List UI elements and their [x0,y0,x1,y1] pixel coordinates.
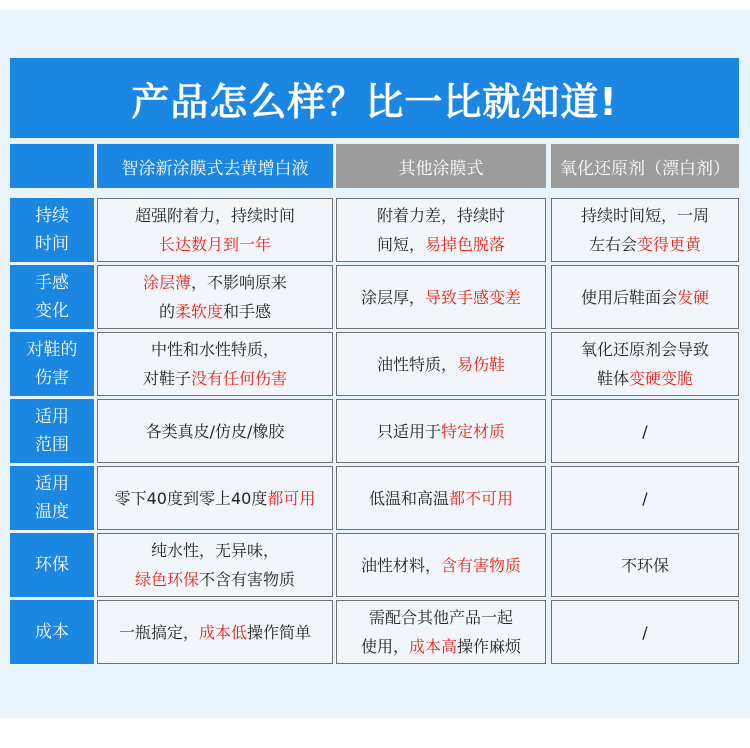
cell-text: 不环保 [620,555,669,575]
cell-product [97,399,333,463]
cell-line [159,297,271,326]
cell-line [146,417,285,446]
cell-other [336,332,546,396]
cell-line [151,536,279,565]
cell-other [336,198,546,262]
header-product: 智涂新涂膜式去黄增白液 [97,144,333,188]
cell-text: 左右会 [588,235,637,254]
cell-line [589,230,701,259]
cell-text: 一瓶搞定， [118,622,199,642]
highlight-text: 导致手感变差 [425,287,522,307]
row-label [10,466,94,530]
page-title: 产品怎么样？比一比就知道! [131,79,618,124]
cell-bleach [551,466,739,530]
header-corner [10,144,94,188]
cell-text: / [642,622,648,642]
cell-line [115,484,316,513]
cell-bleach [551,600,739,664]
row-label-text: 持续 [35,206,69,226]
cell-text: 操作简单 [247,622,312,642]
cell-line [119,618,311,647]
highlight-text: 涂层薄 [142,273,191,292]
cell-text: 使用， [360,637,409,656]
row-label [10,332,94,396]
cell-line [135,565,295,594]
highlight-text: 都不可用 [449,488,514,508]
cell-text: 中性和水性特质， [150,340,279,359]
cell-bleach [551,332,739,396]
cell-text: 涂层厚， [360,287,425,307]
cell-text: 需配合其他产品一起 [368,608,513,627]
header-bleach: 氧化还原剂（漂白剂） [551,144,739,188]
highlight-text: 成本高 [408,637,457,656]
cell-line [361,283,521,312]
row-label-text: 时间 [35,234,69,254]
cell-line [581,283,709,312]
highlight-text: 成本低 [198,622,247,642]
cell-line [581,335,709,364]
cell-text: 使用后鞋面会 [580,287,677,307]
row-label [10,399,94,463]
row-label-text: 温度 [35,502,69,522]
title-banner [10,58,739,138]
cell-text: 持续时间短，一周 [580,206,709,225]
cell-text: 低温和高温 [368,488,449,508]
cell-bleach [551,399,739,463]
cell-text: 氧化还原剂会导致 [580,340,709,359]
row-label [10,600,94,664]
row-label [10,533,94,597]
highlight-text: 发硬 [677,287,710,307]
cell-line [581,201,709,230]
cell-product [97,332,333,396]
row-label-text: 成本 [35,622,69,642]
cell-line [369,484,513,513]
cell-text: / [642,488,648,508]
row-label-text: 范围 [35,435,69,455]
row-label-text: 手感 [35,273,69,293]
highlight-text: 都可用 [267,488,316,508]
cell-text: 的 [158,302,175,321]
header-other: 其他涂膜式 [336,144,546,188]
cell-text: 鞋体 [596,369,629,388]
cell-other [336,265,546,329]
cell-line [642,484,647,513]
cell-product [97,600,333,664]
cell-product [97,533,333,597]
highlight-text: 没有任何伤害 [191,369,288,388]
cell-line [135,201,295,230]
row-label-text: 变化 [35,301,69,321]
cell-line [621,551,669,580]
cell-line [642,417,647,446]
cell-line [361,551,521,580]
cell-line [361,632,521,661]
cell-line [377,230,505,259]
cell-text: 纯水性，无异味， [150,541,279,560]
cell-line [159,230,271,259]
cell-other [336,533,546,597]
highlight-text: 易伤鞋 [457,354,506,374]
cell-line [151,335,279,364]
row-label-text: 适用 [35,407,69,427]
cell-bleach [551,265,739,329]
cell-text: 各类真皮/仿皮/橡胶 [145,421,285,441]
cell-line [377,350,505,379]
cell-text: / [642,421,648,441]
cell-text: 操作麻烦 [457,637,522,656]
cell-line [143,364,287,393]
highlight-text: 绿色环保 [134,570,199,589]
highlight-text: 长达数月到一年 [158,235,271,254]
cell-other [336,399,546,463]
highlight-text: 变硬变脆 [629,369,694,388]
cell-line [369,603,513,632]
cell-product [97,265,333,329]
cell-other [336,466,546,530]
cell-text: 油性特质， [376,354,457,374]
row-label-text: 环保 [35,555,69,575]
row-label-text: 对鞋的 [26,340,78,360]
highlight-text: 含有害物质 [441,555,522,575]
cell-product [97,466,333,530]
cell-text: 油性材料， [360,555,441,575]
cell-line [377,201,505,230]
row-label-text: 适用 [35,474,69,494]
cell-text: 对鞋子 [142,369,191,388]
cell-line [143,268,287,297]
highlight-text: 柔软度 [174,302,223,321]
cell-text: 附着力差，持续时 [376,206,505,225]
cell-other [336,600,546,664]
row-label [10,198,94,262]
cell-line [597,364,693,393]
row-label-text: 伤害 [35,368,69,388]
highlight-text: 变得更黄 [637,235,702,254]
row-label [10,265,94,329]
cell-text: 不含有害物质 [199,570,296,589]
cell-product [97,198,333,262]
cell-bleach [551,533,739,597]
cell-bleach [551,198,739,262]
cell-text: ，不影响原来 [191,273,288,292]
cell-text: 超强附着力，持续时间 [134,206,295,225]
cell-text: 间短， [376,235,425,254]
cell-text: 只适用于 [376,421,441,441]
cell-line [642,618,647,647]
cell-text: 和手感 [223,302,272,321]
highlight-text: 易掉色脱落 [425,235,506,254]
cell-text: 零下40度到零上40度 [114,488,268,508]
highlight-text: 特定材质 [441,421,506,441]
cell-line [377,417,505,446]
